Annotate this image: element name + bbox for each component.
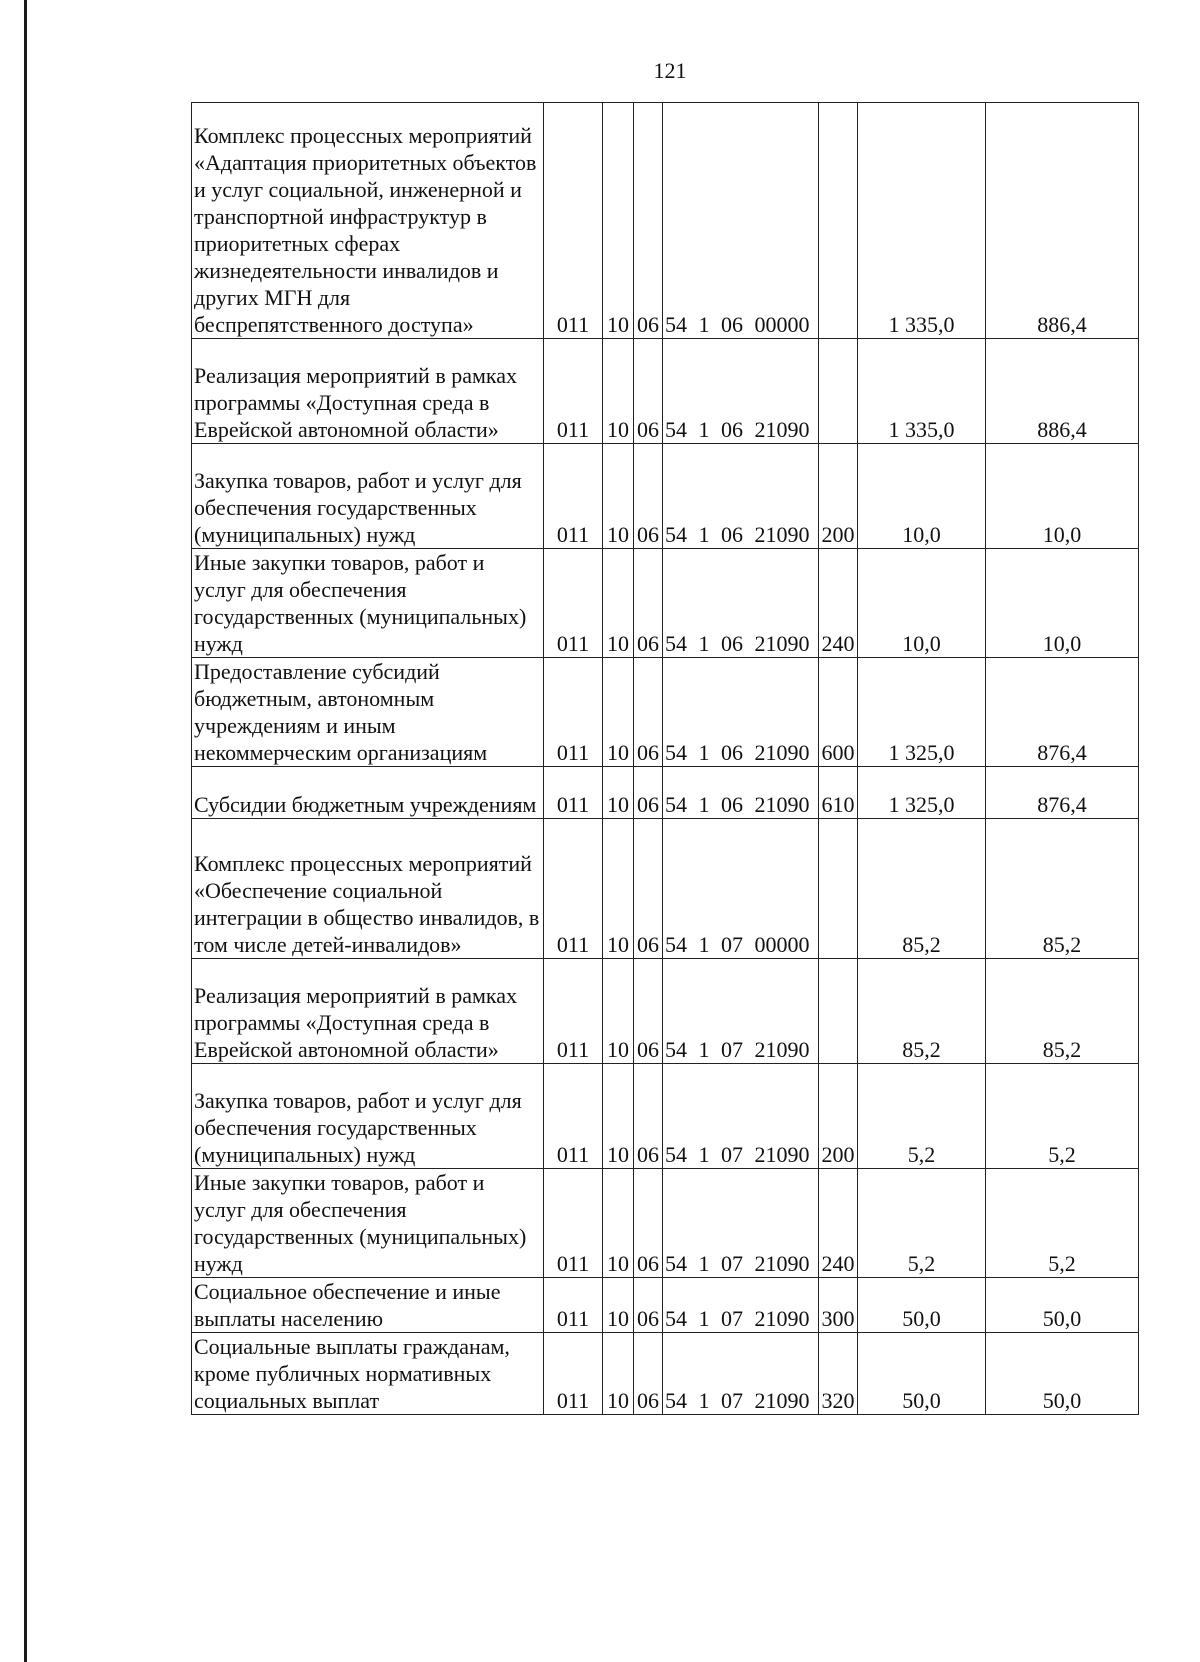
amount-year-2: 886,4 — [986, 339, 1139, 444]
table-row — [192, 1064, 1139, 1169]
amount-year-2: 876,4 — [986, 658, 1139, 767]
subsection-code: 06 — [634, 103, 663, 339]
budget-table — [191, 102, 1139, 1415]
amount-year-2: 5,2 — [986, 1169, 1139, 1278]
amount-year-1: 10,0 — [858, 444, 986, 549]
table-row — [192, 658, 1139, 767]
amount-year-1: 1 325,0 — [858, 658, 986, 767]
row-name: Реализация мероприятий в рамках программы «Доступная среда в Еврейской автономной области» — [192, 339, 544, 444]
subsection-code: 06 — [634, 658, 663, 767]
row-name: Закупка товаров, работ и услуг для обеспечения государственных (муниципальных) нужд — [192, 444, 544, 549]
target-article-code: 54 1 07 21090 — [663, 1333, 819, 1415]
amount-year-1: 5,2 — [858, 1169, 986, 1278]
subsection-code: 06 — [634, 959, 663, 1064]
section-code: 10 — [603, 444, 634, 549]
expense-type-code: 200 — [819, 1064, 858, 1169]
ministry-code: 011 — [544, 1169, 603, 1278]
ministry-code: 011 — [544, 819, 603, 959]
amount-year-2: 5,2 — [986, 1064, 1139, 1169]
row-name: Комплекс процессных мероприятий «Обеспечение социальной интеграции в общество инвалидов, в том числе детей-инвалидов» — [192, 819, 544, 959]
expense-type-code — [819, 339, 858, 444]
target-article-code: 54 1 06 21090 — [663, 658, 819, 767]
expense-type-code — [819, 959, 858, 1064]
row-name: Социальные выплаты гражданам, кроме публичных нормативных социальных выплат — [192, 1333, 544, 1415]
amount-year-1: 50,0 — [858, 1278, 986, 1333]
section-code: 10 — [603, 767, 634, 819]
table-row — [192, 1333, 1139, 1415]
subsection-code: 06 — [634, 339, 663, 444]
amount-year-2: 85,2 — [986, 959, 1139, 1064]
table-row — [192, 103, 1139, 339]
table-row — [192, 767, 1139, 819]
expense-type-code: 320 — [819, 1333, 858, 1415]
section-code: 10 — [603, 819, 634, 959]
amount-year-2: 886,4 — [986, 103, 1139, 339]
table-row — [192, 549, 1139, 658]
amount-year-1: 10,0 — [858, 549, 986, 658]
subsection-code: 06 — [634, 1333, 663, 1415]
amount-year-1: 85,2 — [858, 819, 986, 959]
target-article-code: 54 1 06 21090 — [663, 444, 819, 549]
expense-type-code — [819, 103, 858, 339]
table-row — [192, 339, 1139, 444]
expense-type-code: 240 — [819, 549, 858, 658]
section-code: 10 — [603, 1169, 634, 1278]
subsection-code: 06 — [634, 767, 663, 819]
subsection-code: 06 — [634, 444, 663, 549]
table-row — [192, 1169, 1139, 1278]
amount-year-1: 85,2 — [858, 959, 986, 1064]
ministry-code: 011 — [544, 1278, 603, 1333]
section-code: 10 — [603, 1333, 634, 1415]
target-article-code: 54 1 06 21090 — [663, 767, 819, 819]
ministry-code: 011 — [544, 767, 603, 819]
section-code: 10 — [603, 549, 634, 658]
subsection-code: 06 — [634, 1064, 663, 1169]
row-name: Социальное обеспечение и иные выплаты населению — [192, 1278, 544, 1333]
page-number: 121 — [653, 58, 687, 83]
amount-year-1: 1 335,0 — [858, 339, 986, 444]
expense-type-code: 600 — [819, 658, 858, 767]
section-code: 10 — [603, 658, 634, 767]
ministry-code: 011 — [544, 658, 603, 767]
row-name: Предоставление субсидий бюджетным, автономным учреждениям и иным некоммерческим организациям — [192, 658, 544, 767]
target-article-code: 54 1 07 21090 — [663, 1278, 819, 1333]
target-article-code: 54 1 07 21090 — [663, 1064, 819, 1169]
amount-year-2: 85,2 — [986, 819, 1139, 959]
expense-type-code: 610 — [819, 767, 858, 819]
target-article-code: 54 1 07 21090 — [663, 959, 819, 1064]
target-article-code: 54 1 06 21090 — [663, 339, 819, 444]
amount-year-2: 10,0 — [986, 444, 1139, 549]
subsection-code: 06 — [634, 1169, 663, 1278]
ministry-code: 011 — [544, 1333, 603, 1415]
section-code: 10 — [603, 103, 634, 339]
expense-type-code — [819, 819, 858, 959]
expense-type-code: 300 — [819, 1278, 858, 1333]
amount-year-1: 1 335,0 — [858, 103, 986, 339]
ministry-code: 011 — [544, 1064, 603, 1169]
section-code: 10 — [603, 1064, 634, 1169]
target-article-code: 54 1 06 21090 — [663, 549, 819, 658]
table-row — [192, 444, 1139, 549]
expense-type-code: 240 — [819, 1169, 858, 1278]
expense-type-code: 200 — [819, 444, 858, 549]
table-row — [192, 959, 1139, 1064]
margin-rule — [24, 0, 27, 1662]
subsection-code: 06 — [634, 819, 663, 959]
target-article-code: 54 1 07 21090 — [663, 1169, 819, 1278]
ministry-code: 011 — [544, 103, 603, 339]
amount-year-1: 50,0 — [858, 1333, 986, 1415]
amount-year-2: 50,0 — [986, 1333, 1139, 1415]
ministry-code: 011 — [544, 444, 603, 549]
table-row — [192, 1278, 1139, 1333]
row-name: Субсидии бюджетным учреждениям — [192, 767, 544, 819]
amount-year-2: 876,4 — [986, 767, 1139, 819]
amount-year-2: 50,0 — [986, 1278, 1139, 1333]
target-article-code: 54 1 06 00000 — [663, 103, 819, 339]
row-name: Комплекс процессных мероприятий «Адаптация приоритетных объектов и услуг социальной, инженерной и транспортной инфраструктур в приоритетных сферах жизнедеятельности инвалидов и других МГН для беспрепятственного доступа» — [192, 103, 544, 339]
ministry-code: 011 — [544, 959, 603, 1064]
row-name: Иные закупки товаров, работ и услуг для обеспечения государственных (муниципальных) нужд — [192, 1169, 544, 1278]
table-body — [192, 103, 1139, 1415]
row-name: Закупка товаров, работ и услуг для обеспечения государственных (муниципальных) нужд — [192, 1064, 544, 1169]
ministry-code: 011 — [544, 549, 603, 658]
amount-year-1: 1 325,0 — [858, 767, 986, 819]
subsection-code: 06 — [634, 1278, 663, 1333]
ministry-code: 011 — [544, 339, 603, 444]
table-row — [192, 819, 1139, 959]
target-article-code: 54 1 07 00000 — [663, 819, 819, 959]
row-name: Иные закупки товаров, работ и услуг для обеспечения государственных (муниципальных) нужд — [192, 549, 544, 658]
subsection-code: 06 — [634, 549, 663, 658]
amount-year-2: 10,0 — [986, 549, 1139, 658]
section-code: 10 — [603, 1278, 634, 1333]
row-name: Реализация мероприятий в рамках программы «Доступная среда в Еврейской автономной области» — [192, 959, 544, 1064]
section-code: 10 — [603, 339, 634, 444]
section-code: 10 — [603, 959, 634, 1064]
amount-year-1: 5,2 — [858, 1064, 986, 1169]
